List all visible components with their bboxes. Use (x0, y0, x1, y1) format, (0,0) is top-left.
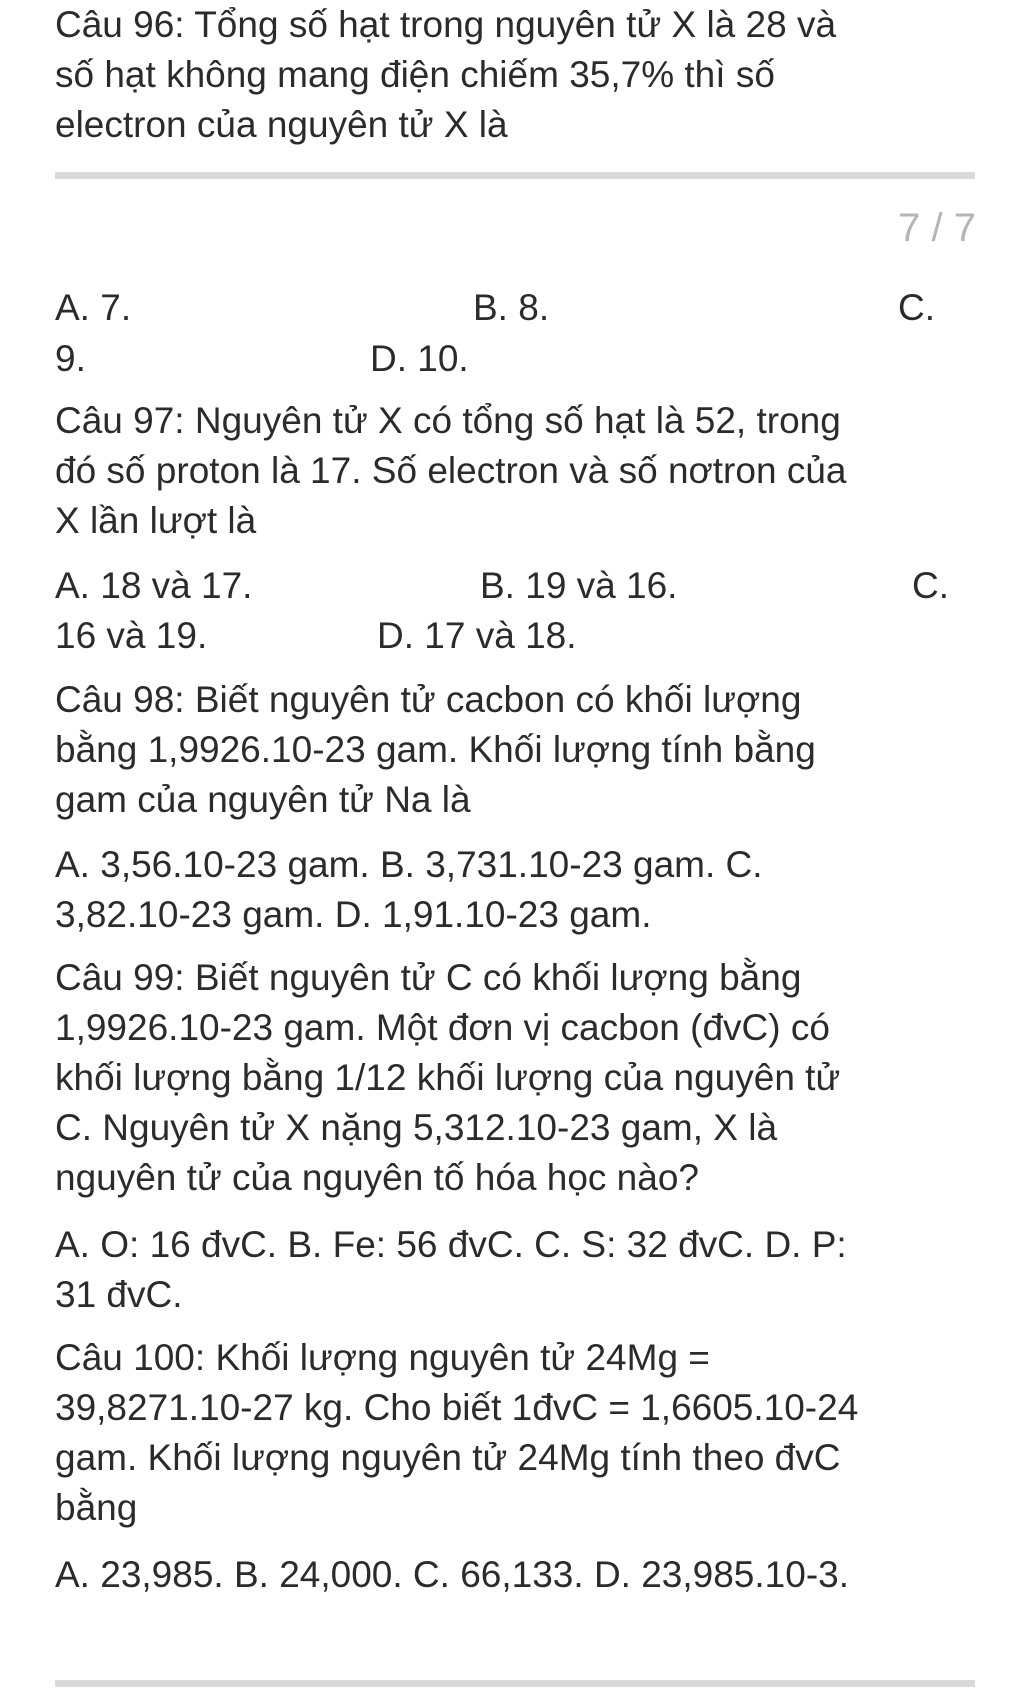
question-96-option-d: D. 10. (370, 338, 469, 379)
question-97-option-c-value: 16 và 19. (55, 615, 208, 656)
page-indicator: 7 / 7 (898, 206, 976, 250)
question-97-option-b: B. 19 và 16. (480, 565, 678, 606)
question-97-option-d: D. 17 và 18. (377, 615, 577, 656)
question-100-line-1: Câu 100: Khối lượng nguyên tử 24Mg = (55, 1337, 710, 1378)
question-96-option-a: A. 7. (55, 287, 132, 328)
question-96-option-c-label: C. (898, 287, 935, 328)
question-98-line-2: bằng 1,9926.10-23 gam. Khối lượng tính bằng (55, 729, 816, 770)
question-98-line-1: Câu 98: Biết nguyên tử cacbon có khối lượng (55, 679, 802, 720)
page-divider-top (55, 172, 975, 179)
question-96-option-c-value: 9. (55, 338, 86, 379)
question-99-line-4: C. Nguyên tử X nặng 5,312.10-23 gam, X là (55, 1107, 778, 1148)
question-97-option-a: A. 18 và 17. (55, 565, 253, 606)
page-divider-bottom (55, 1680, 975, 1687)
question-96-line-2: số hạt không mang điện chiếm 35,7% thì số (55, 54, 775, 95)
question-99-line-3: khối lượng bằng 1/12 khối lượng của nguyên tử (55, 1057, 841, 1098)
question-99-options-line-1: A. O: 16 đvC. B. Fe: 56 đvC. C. S: 32 đvC. D. P: (55, 1224, 847, 1265)
question-97-option-c-label: C. (912, 565, 949, 606)
question-98-line-3: gam của nguyên tử Na là (55, 779, 471, 820)
question-97-line-2: đó số proton là 17. Số electron và số nơtron của (55, 450, 847, 491)
question-96-line-3: electron của nguyên tử X là (55, 104, 508, 145)
question-97-line-1: Câu 97: Nguyên tử X có tổng số hạt là 52, trong (55, 400, 841, 441)
question-97-line-3: X lần lượt là (55, 500, 257, 541)
question-100-line-3: gam. Khối lượng nguyên tử 24Mg tính theo đvC (55, 1437, 841, 1478)
question-100-line-2: 39,8271.10-27 kg. Cho biết 1đvC = 1,6605.10-24 (55, 1387, 859, 1428)
question-96-option-b: B. 8. (473, 287, 550, 328)
question-98-options-line-1: A. 3,56.10-23 gam. B. 3,731.10-23 gam. C. (55, 844, 763, 885)
question-98-options-line-2: 3,82.10-23 gam. D. 1,91.10-23 gam. (55, 894, 652, 935)
question-100-options-line-1: A. 23,985. B. 24,000. C. 66,133. D. 23,985.10-3. (55, 1554, 850, 1595)
question-99-options-line-2: 31 đvC. (55, 1274, 183, 1315)
question-99-line-1: Câu 99: Biết nguyên tử C có khối lượng bằng (55, 957, 802, 998)
question-99-line-5: nguyên tử của nguyên tố hóa học nào? (55, 1157, 699, 1198)
question-96-line-1: Câu 96: Tổng số hạt trong nguyên tử X là 28 và (55, 4, 837, 45)
question-100-line-4: bằng (55, 1487, 138, 1528)
question-99-line-2: 1,9926.10-23 gam. Một đơn vị cacbon (đvC) có (55, 1007, 830, 1048)
